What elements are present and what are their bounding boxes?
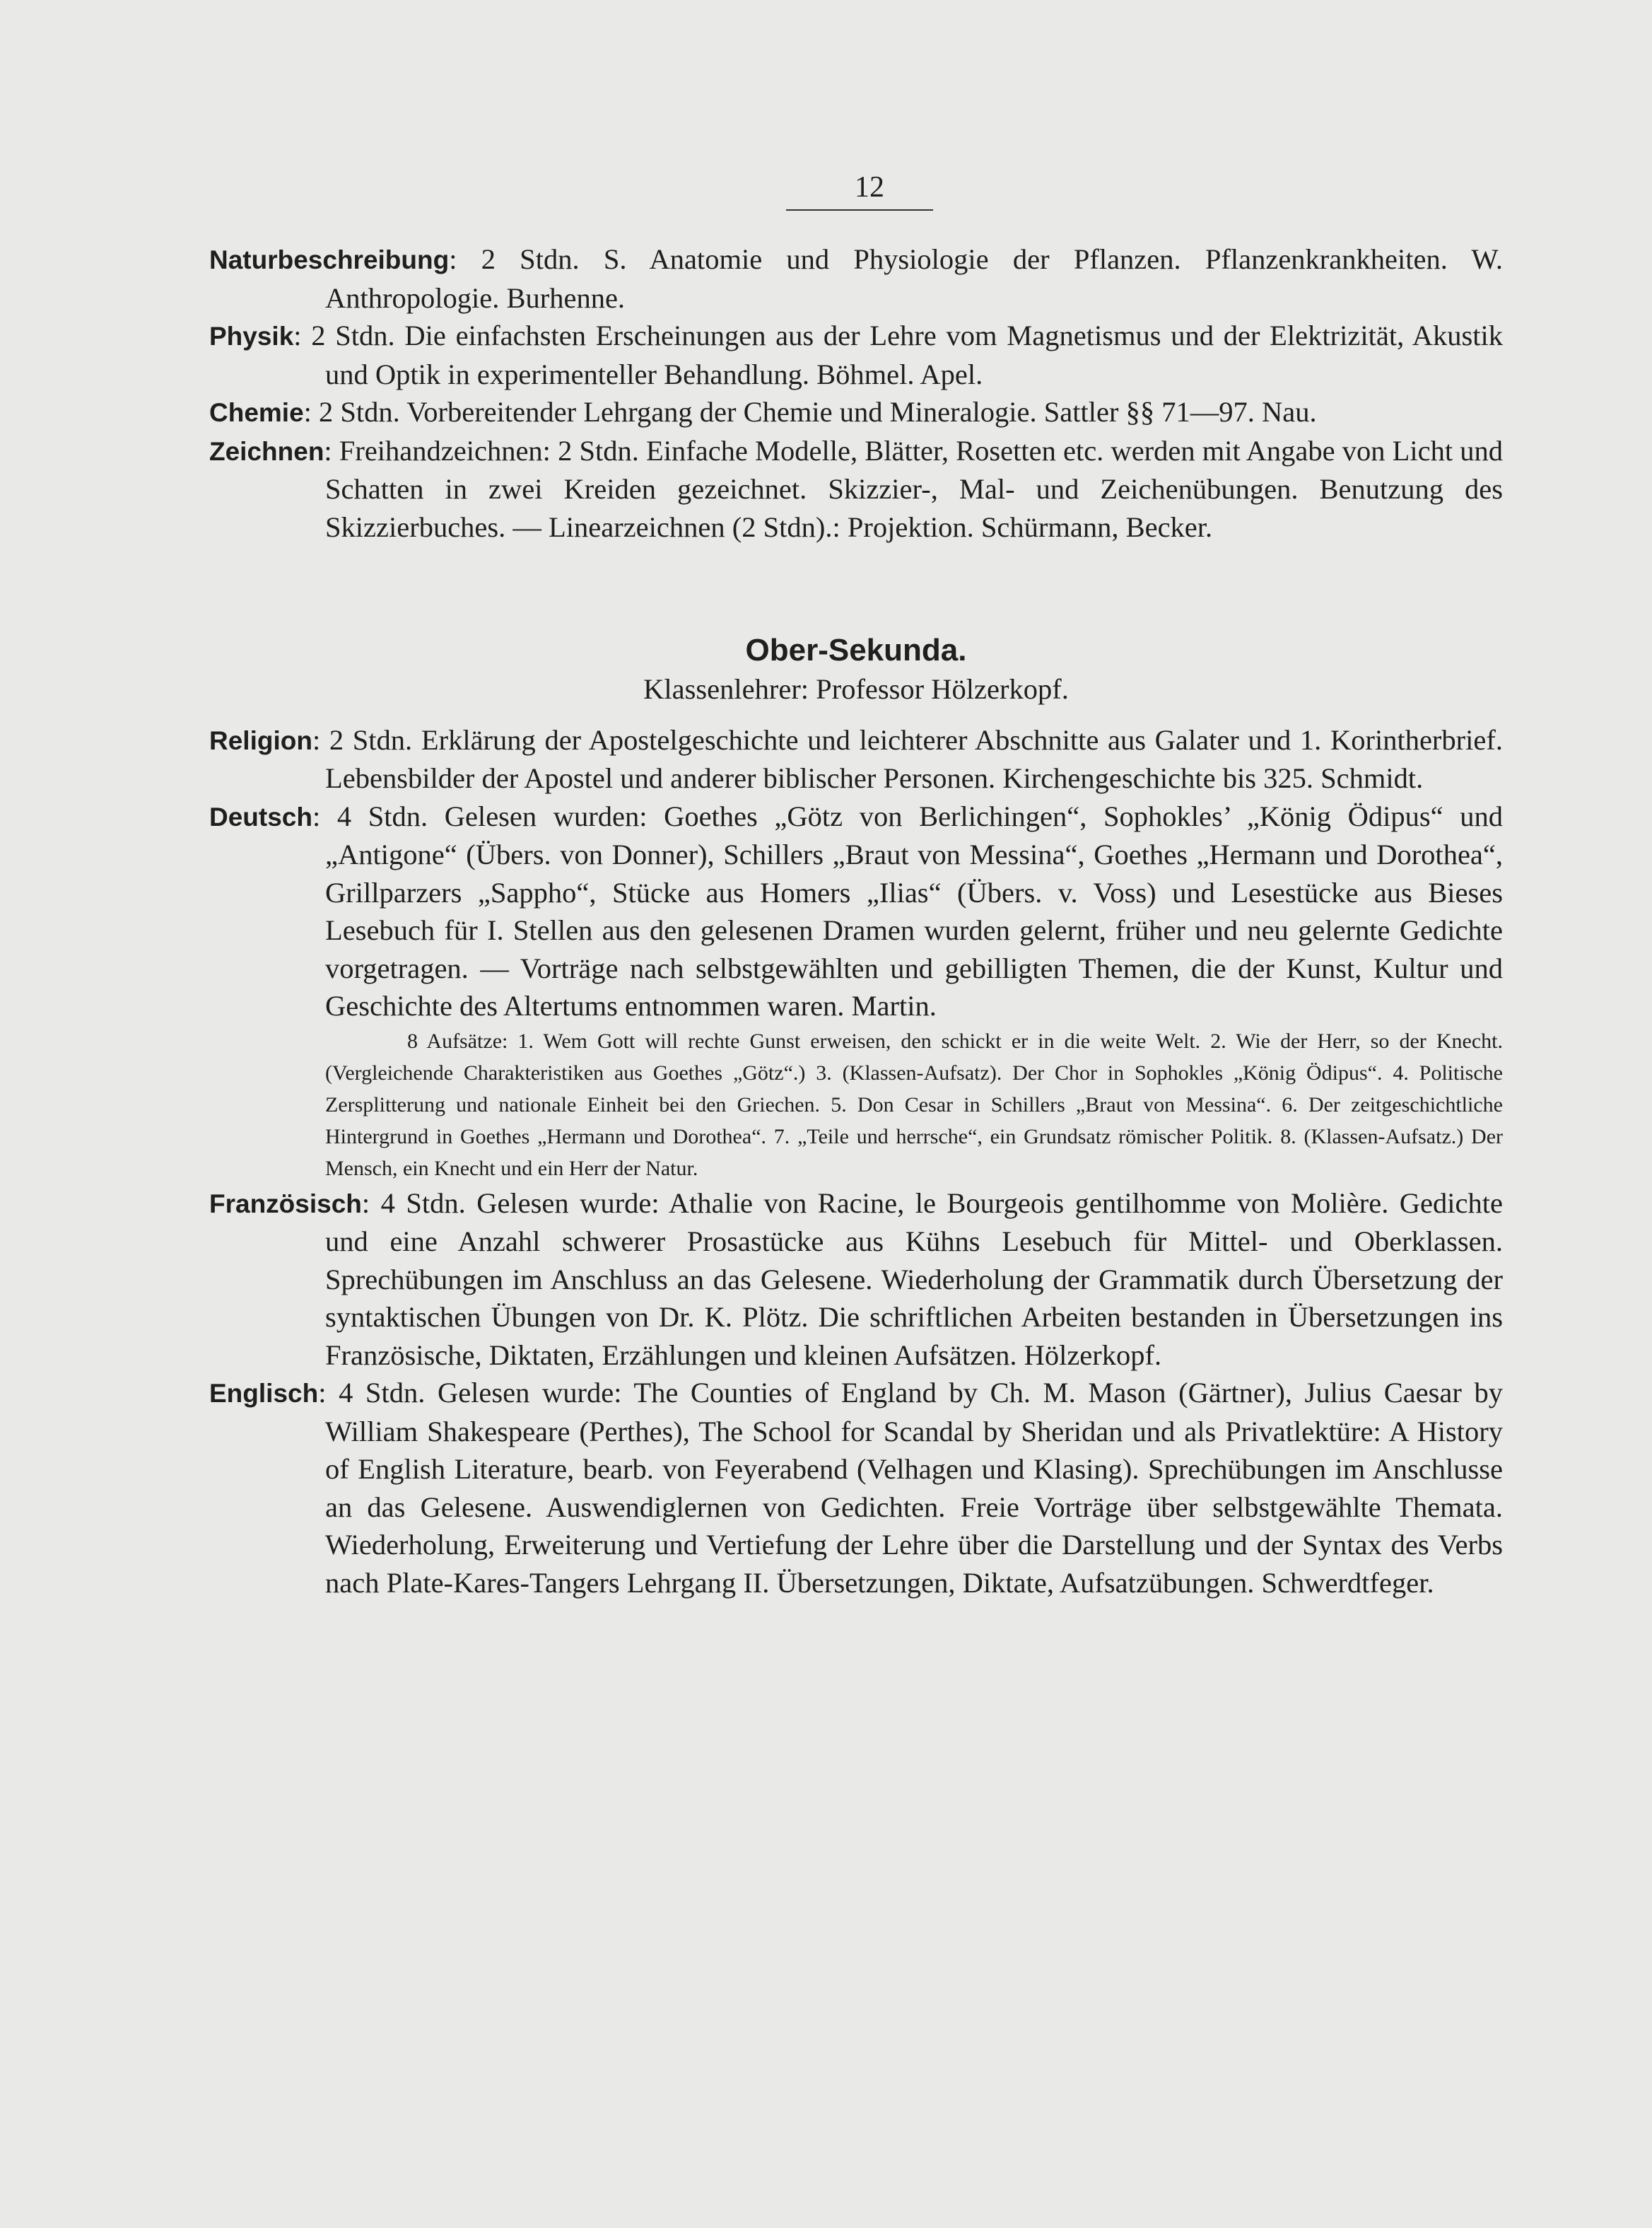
entry-englisch [209, 1374, 1503, 1602]
subject-heading: Physik [209, 322, 294, 351]
subject-heading: Englisch [209, 1379, 319, 1408]
page-number: 12 [855, 171, 884, 204]
entry-naturbeschreibung [209, 240, 1503, 317]
entry-text: : 4 Stdn. Gelesen wurden: Goethes „Götz von Berlichingen“, Sophokles’ „König Ödipus“ und „Antigone“ (Übers. von Donner), Schillers „Braut von Messina“, Goethes „Hermann und Dorothea“, Grillparzers „Sappho“, Stücke aus Homers „Ilias“ (Übers. v. Voss) und Lesestücke aus Bieses Lesebuch für I. Stellen aus den gelesenen Dramen wurden gelernt, früher und neu gelernte Gedichte vorgetragen. — Vorträge nach selbstgewählten und gebilligten Themen, die der Kunst, Kultur und Geschichte des Altertums entnommen waren. Martin. [312, 800, 1503, 1022]
page-number-rule [786, 209, 933, 211]
subject-heading: Deutsch [209, 802, 312, 832]
entry-text: : 4 Stdn. Gelesen wurde: The Counties of England by Ch. M. Mason (Gärtner), Julius Caesar by William Shakespeare (Perthes), The School for Scandal by Sheridan und als Privatlektüre: A History of English Literature, bearb. von Feyerabend (Velhagen und Klasing). Sprechübungen im Anschlusse an das Gelesene. Auswendiglernen von Gedichten. Freie Vorträge über selbstgewählte Themata. Wiederholung, Erweiterung und Vertiefung der Lehre über die Darstellung und der Syntax des Verbs nach Plate-Kares-Tangers Lehrgang II. Übersetzungen, Diktate, Aufsatzübungen. Schwerdtfeger. [318, 1377, 1503, 1599]
entry-franzoesisch [209, 1184, 1503, 1375]
subject-heading: Französisch [209, 1189, 362, 1218]
subject-heading: Zeichnen [209, 436, 324, 466]
entry-text: : 2 Stdn. Die einfachsten Erscheinungen aus der Lehre vom Magnetismus und der Elektrizität, Akustik und Optik in experimenteller Behandlung. Böhmel. Apel. [293, 320, 1503, 390]
subject-heading: Religion [209, 725, 312, 755]
essay-topics-note [325, 1025, 1503, 1184]
entry-religion [209, 721, 1503, 798]
entry-text: : 2 Stdn. S. Anatomie und Physiologie der Pflanzen. Pflanzenkrankheiten. W. Anthropologie. Burhenne. [325, 243, 1503, 314]
entry-text: : 4 Stdn. Gelesen wurde: Athalie von Racine, le Bourgeois gentilhomme von Molière. Gedichte und eine Anzahl schwerer Prosastücke aus Kühns Lesebuch für Mittel- und Oberklassen. Sprechübungen im Anschluss an das Gelesene. Wiederholung der Grammatik durch Übersetzung der syntaktischen Übungen von Dr. K. Plötz. Die schriftlichen Arbeiten bestanden in Übersetzungen ins Französische, Diktaten, Erzählungen und kleinen Aufsätzen. Hölzerkopf. [325, 1186, 1503, 1371]
entry-deutsch [209, 798, 1503, 1025]
class-teacher-line: Klassenlehrer: Professor Hölzerkopf. [643, 673, 1069, 705]
entry-text: : 2 Stdn. Vorbereitender Lehrgang der Chemie und Mineralogie. Sattler §§ 71—97. Nau. [303, 396, 1317, 428]
entry-zeichnen [209, 432, 1503, 547]
entry-chemie [209, 393, 1503, 432]
class-section-title: Ober-Sekunda. [745, 633, 967, 667]
entry-text: : Freihandzeichnen: 2 Stdn. Einfache Modelle, Blätter, Rosetten etc. werden mit Angabe von Licht und Schatten in zwei Kreiden gezeichnet. Skizzier-, Mal- und Zeichenübungen. Benutzung des Skizzierbuches. — Linearzeichnen (2 Stdn).: Projektion. Schürmann, Becker. [324, 434, 1503, 543]
entry-text: : 2 Stdn. Erklärung der Apostelgeschichte und leichterer Abschnitte aus Galater und 1. Korintherbrief. Lebensbilder der Apostel und anderer biblischer Personen. Kirchengeschichte bis 325. Schmidt. [312, 723, 1503, 794]
subject-heading: Naturbeschreibung [209, 245, 450, 274]
note-text: 8 Aufsätze: 1. Wem Gott will rechte Gunst erweisen, den schickt er in die weite Welt. 2. Wie der Herr, so der Knecht. (Vergleichende Charakteristiken aus Goethes „Götz“.) 3. (Klassen-Aufsatz). Der Chor in Sophokles „König Ödipus“. 4. Politische Zersplitterung und nationale Einheit bei den Griechen. 5. Don Cesar in Schillers „Braut von Messina“. 6. Der zeitgeschichtliche Hintergrund in Goethes „Hermann und Dorothea“. 7. „Teile und herrsche“, ein Grundsatz römischer Politik. 8. (Klassen-Aufsatz.) Der Mensch, ein Knecht und ein Herr der Natur. [325, 1029, 1503, 1180]
page-content [209, 240, 1503, 1602]
subject-heading: Chemie [209, 398, 304, 427]
entry-physik [209, 317, 1503, 393]
